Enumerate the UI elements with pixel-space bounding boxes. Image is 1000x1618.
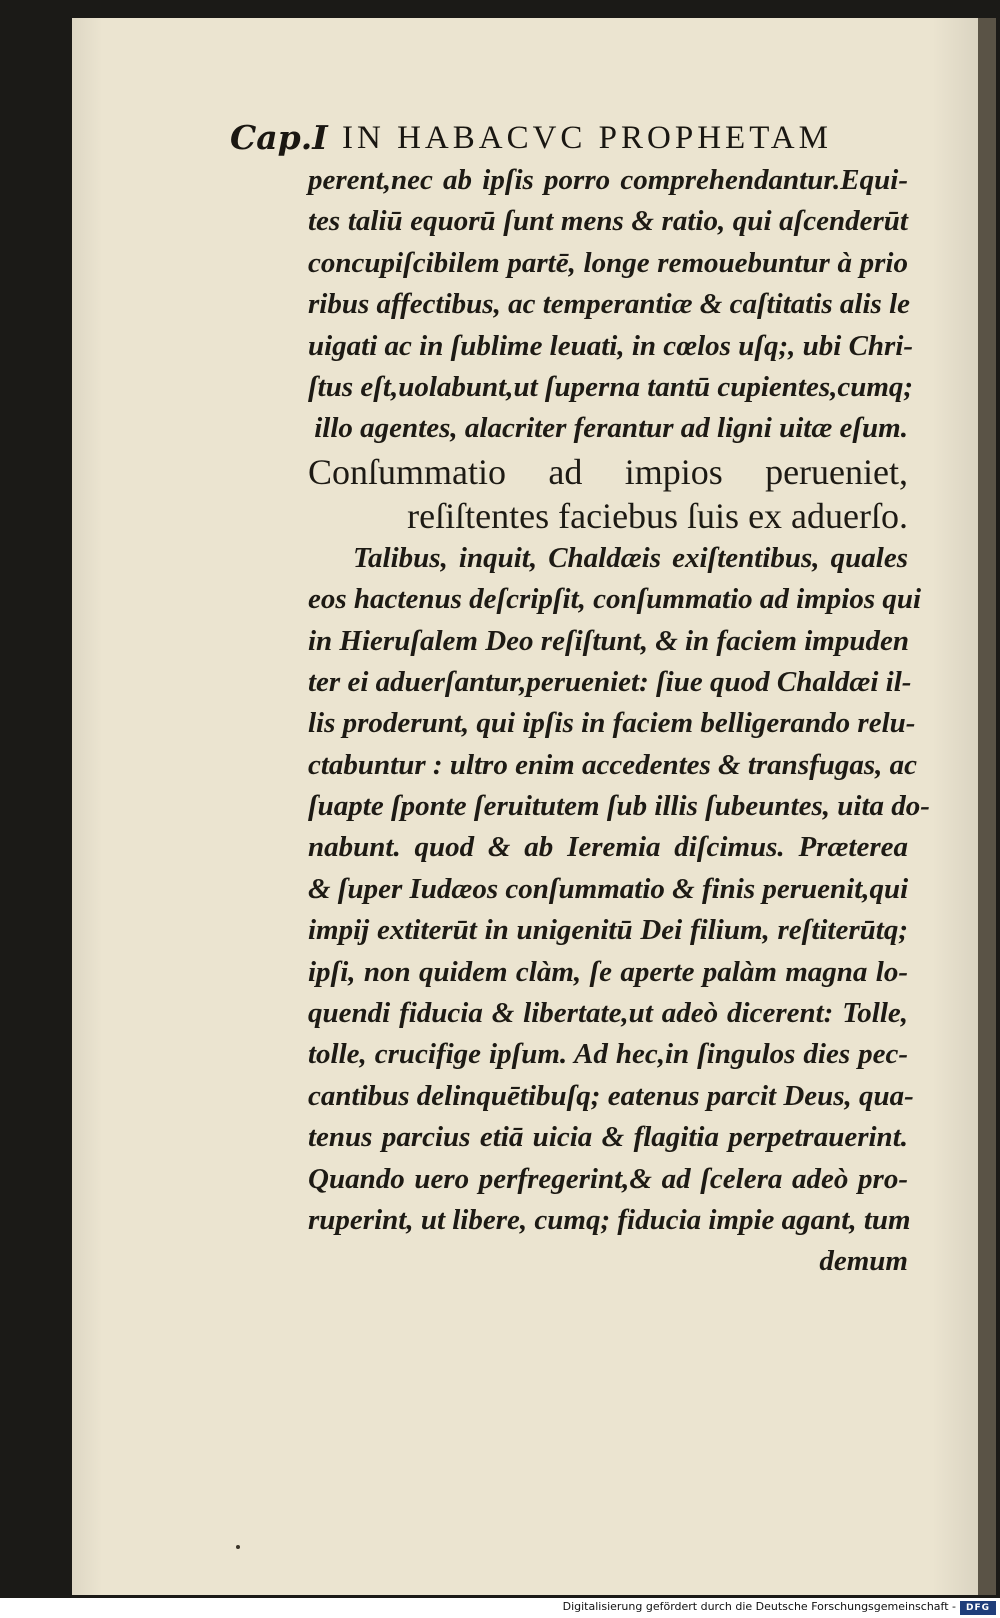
commentary-line: nabunt. quod & ab Ieremia diſcimus. Præterea — [308, 831, 908, 864]
commentary-line: & ſuper Iudæos conſummatio & finis peruenit,qui — [308, 872, 909, 905]
catchword: demum — [819, 1245, 908, 1278]
commentary-line: ruperint, ut libere, cumq; fiducia impie agant, tum — [308, 1203, 911, 1236]
body-line: illo agentes, alacriter ferantur ad ligni uitæ eſum. — [314, 412, 908, 445]
body-line: perent,nec ab ipſis porro comprehendantur.Equi- — [308, 164, 908, 196]
commentary-line: Quando uero perfregerint,& ad ſcelera adeò pro- — [308, 1162, 908, 1195]
commentary-line: Talibus, inquit, Chaldæis exiſtentibus, quales — [353, 541, 908, 574]
lemma-line: Conſummatio ad impios perueniet, — [308, 451, 908, 492]
page-edge-shadow — [978, 18, 996, 1595]
text-block — [308, 160, 930, 1283]
commentary-line: lis proderunt, qui ipſis in faciem belligerando relu- — [308, 707, 916, 740]
commentary-line: in Hieruſalem Deo reſiſtunt, & in faciem impuden — [308, 624, 909, 657]
digitization-footer — [0, 1598, 1000, 1618]
lemma-line: reſiſtentes faciebus ſuis ex aduerſo. — [407, 495, 908, 536]
body-line: ſtus eſt,uolabunt,ut ſuperna tantū cupientes,cumq; — [308, 370, 914, 403]
commentary-line: impij extiterūt in unigenitū Dei filium, reſtiterūtq; — [308, 914, 908, 947]
scan-speck — [236, 1545, 240, 1549]
body-line: ribus affectibus, ac temperantiæ & caſtitatis alis le — [308, 288, 911, 321]
body-line: uigati ac in ſublime leuati, in cœlos uſq;, ubi Chri- — [308, 329, 914, 362]
body-line: tes taliū equorū ſunt mens & ratio, qui aſcenderūt — [308, 205, 908, 238]
commentary-line: ctabuntur : ultro enim accedentes & transfugas, ac — [308, 748, 918, 781]
running-title: IN HABACVC PROPHETAM — [342, 120, 832, 156]
dfg-logo: DFG — [960, 1601, 996, 1615]
commentary-line: tenus parcius etiā uicia & flagitia perpetrauerint. — [308, 1121, 908, 1154]
running-head — [230, 118, 900, 162]
commentary-line: cantibus delinquētibuſq; eatenus parcit Deus, qua- — [308, 1079, 914, 1112]
commentary-line: tolle, crucifige ipſum. Ad hec,in ſingulos dies pec- — [308, 1038, 908, 1071]
footer-credit: Digitalisierung gefördert durch die Deutsche Forschungsgemeinschaft - — [562, 1600, 956, 1613]
commentary-line: quendi fiducia & libertate,ut adeò dicerent: Tolle, — [308, 997, 908, 1030]
body-line: concupiſcibilem partē, longe remouebuntur à prio — [308, 246, 908, 279]
commentary-line: ter ei aduerſantur,perueniet: ſiue quod Chaldæi il- — [308, 665, 912, 698]
commentary-line: ſuapte ſponte ſeruitutem ſub illis ſubeuntes, uita do- — [308, 790, 930, 823]
commentary-line: eos hactenus deſcripſit, conſummatio ad impios qui — [308, 583, 922, 616]
chapter-label: Cap.I — [230, 118, 328, 157]
commentary-line: ipſi, non quidem clàm, ſe aperte palàm magna lo- — [308, 955, 908, 988]
